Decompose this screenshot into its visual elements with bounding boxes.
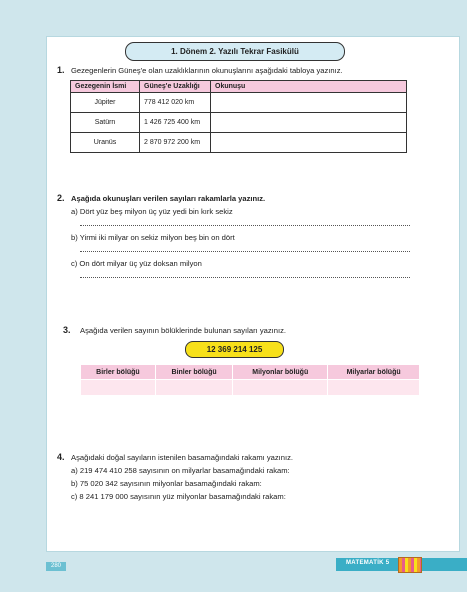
q2-answer-line-c[interactable] [80,276,410,278]
col-ones-period: Birler bölüğü [81,365,156,380]
reading-answer-cell[interactable] [211,113,407,133]
q2-item-b: b) Yirmi iki milyar on sekiz milyon beş bin on dört [71,233,235,242]
col-reading-header: Okunuşu [211,81,407,93]
distance-cell: 778 412 020 km [140,93,211,113]
planet-distance-table [70,80,407,153]
q1-number: 1. [57,65,65,75]
q1-prompt: Gezegenlerin Güneş'e olan uzaklıklarının okunuşlarını aşağıdaki tabloya yazınız. [71,66,343,75]
periods-table [80,364,420,396]
left-margin [0,0,46,592]
q2-item-c: c) On dört milyar üç yüz doksan milyon [71,259,202,268]
q3-prompt: Aşağıda verilen sayının bölüklerinde bulunan sayıları yazınız. [80,326,286,335]
footer-decoration-icon [398,557,422,573]
q2-number: 2. [57,193,65,203]
q2-answer-line-b[interactable] [80,250,410,252]
worksheet-title: 1. Dönem 2. Yazılı Tekrar Fasikülü [125,42,345,61]
answer-cell[interactable] [233,380,328,396]
page-number: 280 [46,562,66,571]
table-row [71,133,407,153]
col-planet-header: Gezegenin İsmi [71,81,140,93]
q3-number-badge: 12 369 214 125 [185,341,284,358]
table-header-row [71,81,407,93]
col-millions-period: Milyonlar bölüğü [233,365,328,380]
q2-item-a: a) Dört yüz beş milyon üç yüz yedi bin kırk sekiz [71,207,233,216]
q4-item-c: c) 8 241 179 000 sayısının yüz milyonlar basamağındaki rakam: [71,492,286,501]
table-row [81,380,420,396]
col-billions-period: Milyarlar bölüğü [328,365,420,380]
q3-number: 3. [63,325,71,335]
table-row [71,113,407,133]
planet-cell: Satürn [71,113,140,133]
table-header-row [81,365,420,380]
q4-number: 4. [57,452,65,462]
reading-answer-cell[interactable] [211,93,407,113]
subject-label: MATEMATİK 5 [346,560,390,566]
col-thousands-period: Binler bölüğü [155,365,232,380]
table-row [71,93,407,113]
answer-cell[interactable] [81,380,156,396]
answer-cell[interactable] [155,380,232,396]
q4-prompt: Aşağıdaki doğal sayıların istenilen basamağındaki rakamı yazınız. [71,453,294,462]
col-distance-header: Güneş'e Uzaklığı [140,81,211,93]
answer-cell[interactable] [328,380,420,396]
distance-cell: 1 426 725 400 km [140,113,211,133]
q2-prompt: Aşağıda okunuşları verilen sayıları rakamlarla yazınız. [71,194,266,203]
planet-cell: Jüpiter [71,93,140,113]
q2-answer-line-a[interactable] [80,224,410,226]
distance-cell: 2 870 972 200 km [140,133,211,153]
q4-item-a: a) 219 474 410 258 sayısının on milyarlar basamağındaki rakam: [71,466,290,475]
reading-answer-cell[interactable] [211,133,407,153]
planet-cell: Uranüs [71,133,140,153]
q4-item-b: b) 75 020 342 sayısının milyonlar basamağındaki rakam: [71,479,262,488]
